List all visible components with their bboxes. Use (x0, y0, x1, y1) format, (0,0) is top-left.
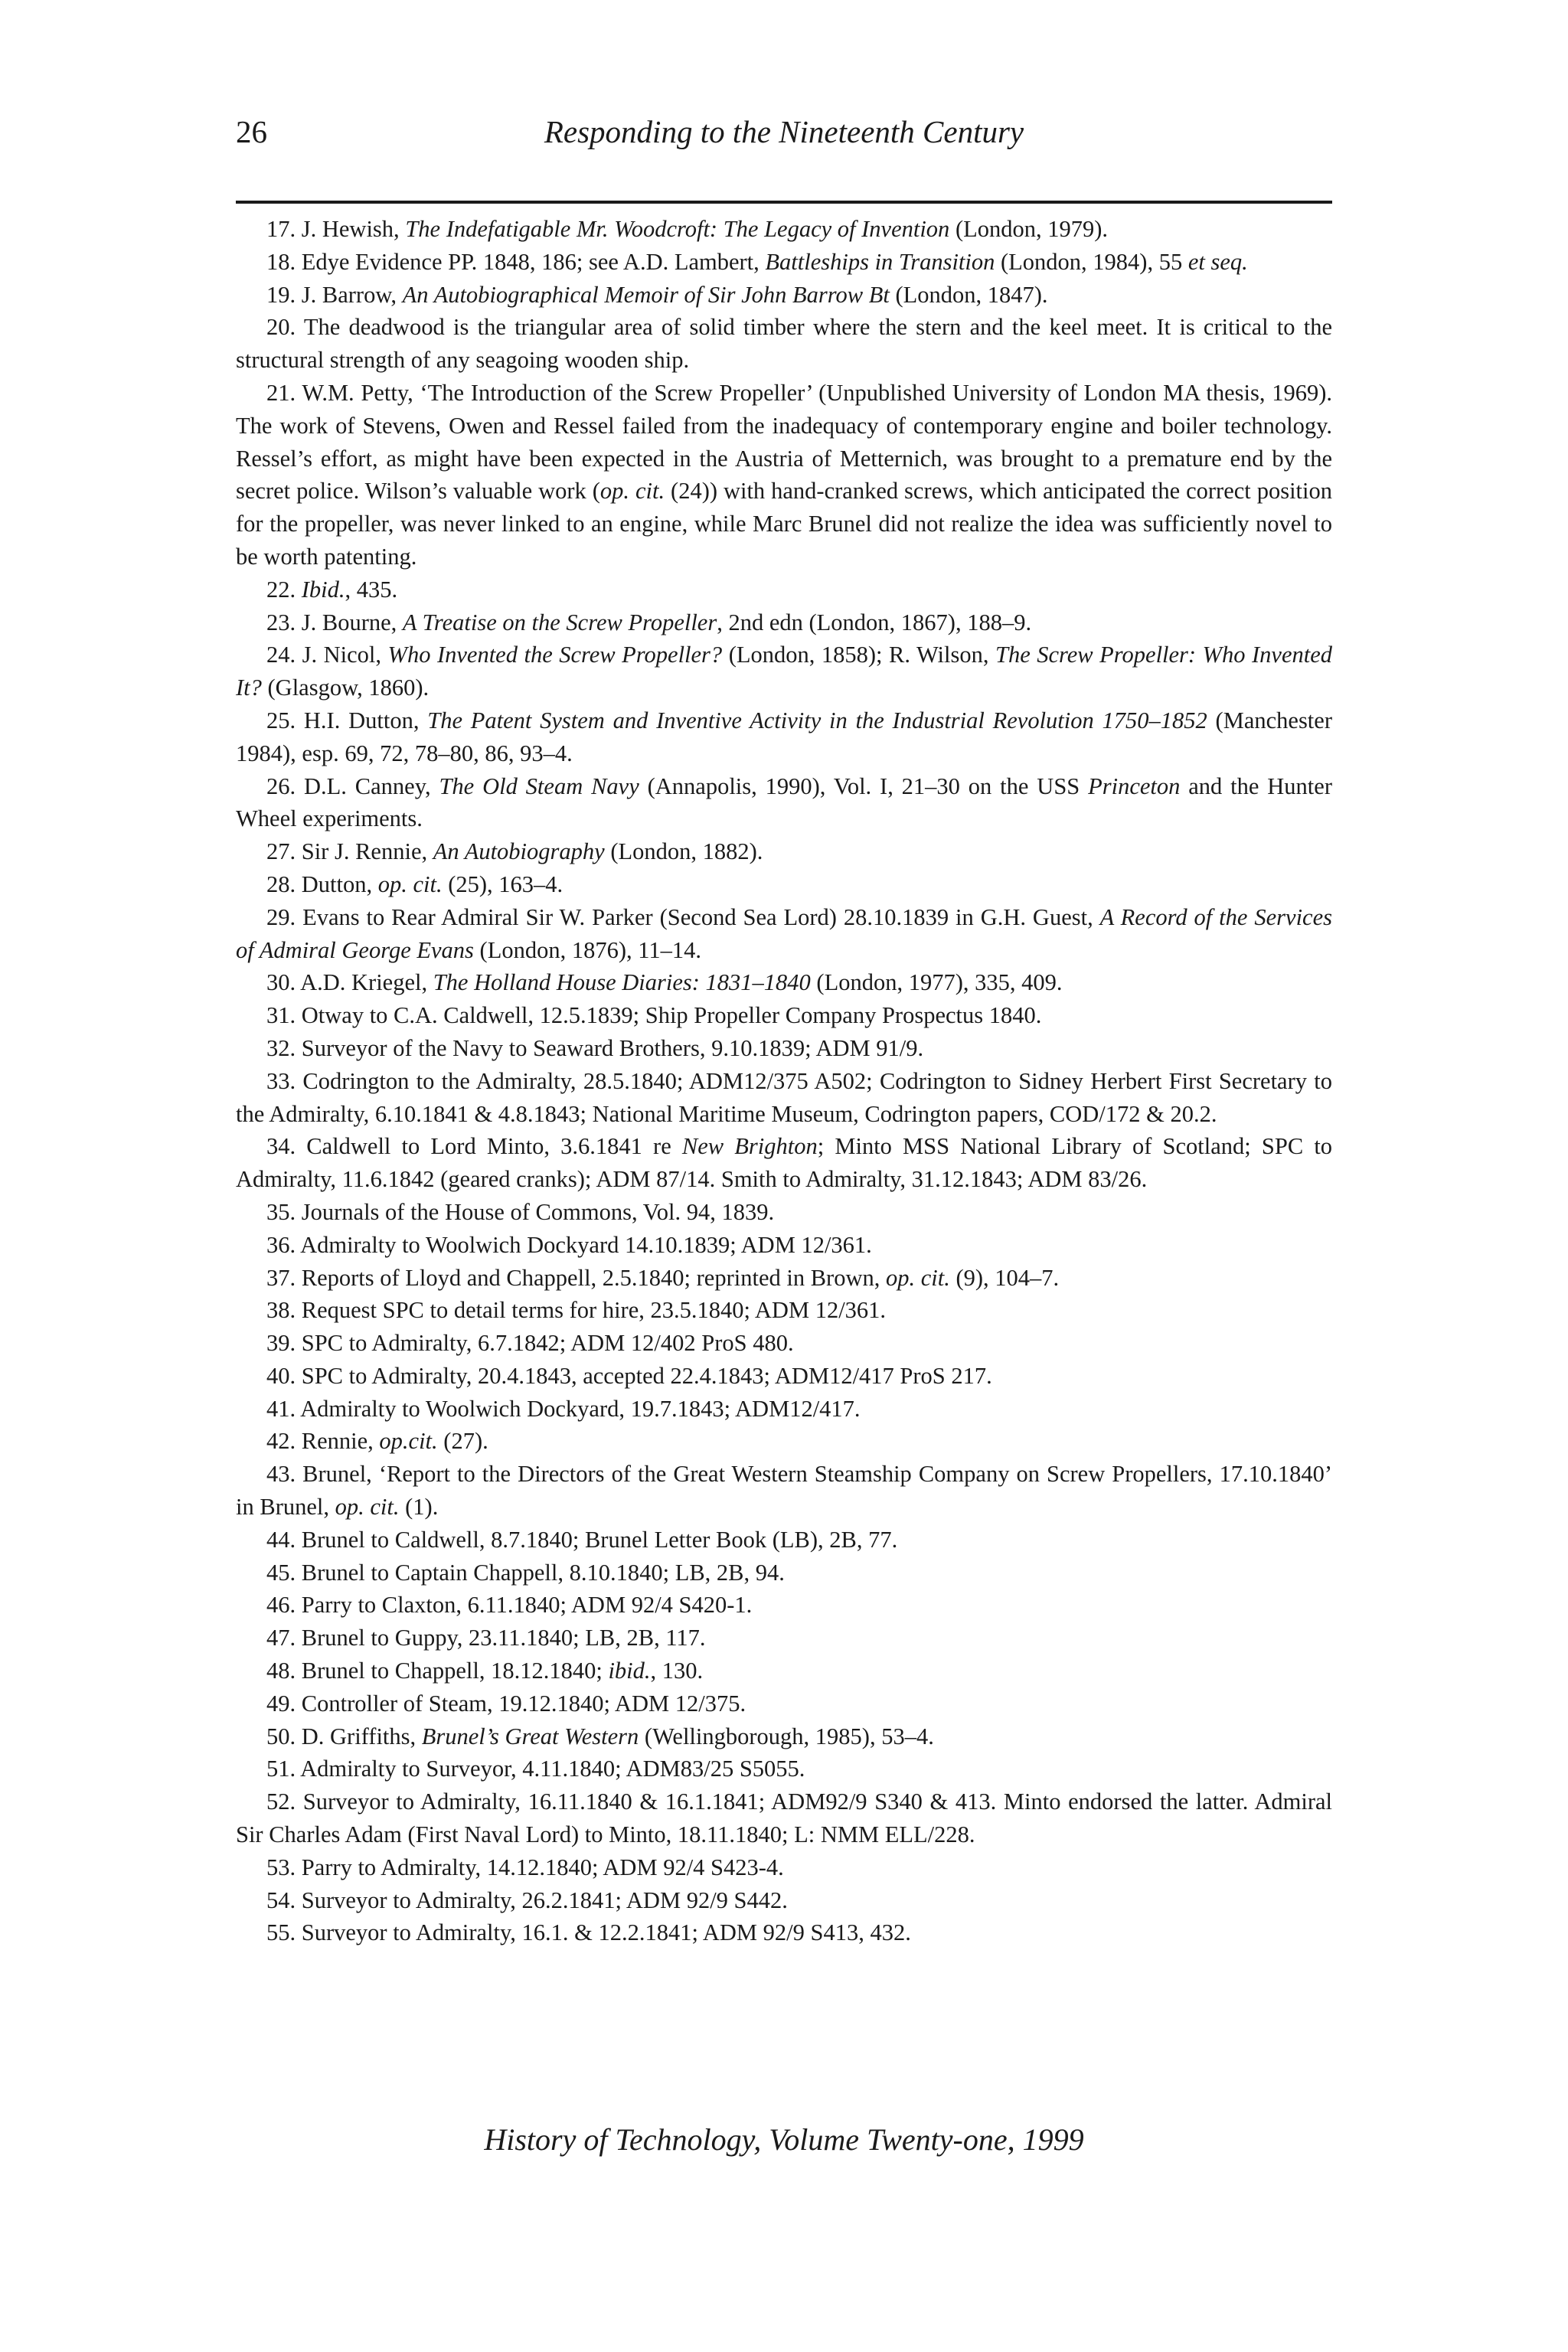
endnote-number: 44. (266, 1526, 296, 1553)
endnote-number: 53. (266, 1854, 296, 1880)
endnote-text: (London, 1876), 11–14. (473, 936, 701, 963)
endnote-number: 46. (266, 1592, 296, 1619)
endnote-italic-text: Who Invented the Screw Propeller? (387, 642, 723, 668)
header-rule (236, 201, 1332, 204)
endnote-text: J. Bourne, (301, 609, 403, 635)
endnote-number: 42. (266, 1428, 296, 1455)
endnote (236, 1229, 1332, 1262)
endnote (236, 1720, 1332, 1753)
endnote-number: 28. (266, 871, 296, 897)
endnote-number: 52. (266, 1788, 296, 1815)
endnote-italic-text: An Autobiography (433, 838, 605, 865)
endnote-italic-text: ibid. (608, 1658, 651, 1684)
endnote (236, 311, 1332, 377)
endnote (236, 1196, 1332, 1229)
endnote-italic-text: Brunel’s Great Western (421, 1723, 639, 1749)
endnote-number: 26. (266, 773, 296, 799)
endnote-italic-text: The Screw Propeller: Who Invented It? (236, 642, 1333, 701)
endnote-text: SPC to Admiralty, 6.7.1842; ADM 12/402 ProS 480. (301, 1330, 794, 1357)
endnote-text: (London, 1858); R. Wilson, (722, 642, 995, 668)
endnote-italic-text: Princeton (1088, 773, 1181, 799)
page-number: 26 (236, 114, 267, 149)
endnote-text: (24)) with hand-cranked screws, which anticipated the correct position for the propeller, was never linked to an engine, while Marc Brunel did not realize the idea was sufficiently novel to be worth patenting. (236, 478, 1332, 570)
endnote-text: (Wellingborough, 1985), 53–4. (639, 1723, 934, 1749)
endnote (236, 1360, 1332, 1393)
endnote (236, 966, 1332, 999)
endnote-number: 25. (266, 707, 296, 733)
endnote-text: Parry to Claxton, 6.11.1840; ADM 92/4 S420-1. (301, 1592, 753, 1619)
endnote-text: (London, 1979). (949, 216, 1109, 242)
endnote (236, 704, 1332, 770)
endnote-text: Parry to Admiralty, 14.12.1840; ADM 92/4 S423-4. (301, 1854, 784, 1880)
endnote-text: Surveyor to Admiralty, 16.11.1840 & 16.1.1841; ADM92/9 S340 & 413. Minto endorsed the latter. Admiral Sir Charles Adam (First Naval Lord) to Minto, 18.11.1840; L: NMM ELL/228. (236, 1788, 1332, 1848)
endnote-number: 20. (266, 314, 296, 341)
endnote-text: Request SPC to detail terms for hire, 23.5.1840; ADM 12/361. (301, 1297, 887, 1324)
endnote-text: SPC to Admiralty, 20.4.1843, accepted 22.4.1843; ADM12/417 ProS 217. (301, 1362, 992, 1389)
endnote-number: 32. (266, 1034, 296, 1061)
endnote-number: 29. (266, 903, 296, 930)
endnote (236, 1785, 1332, 1851)
endnote-number: 30. (266, 969, 296, 996)
endnote (236, 1916, 1332, 1949)
endnote-text: Surveyor to Admiralty, 16.1. & 12.2.1841; ADM 92/9 S413, 432. (301, 1919, 911, 1946)
endnote-number: 35. (266, 1198, 296, 1225)
endnote-text: Brunel to Guppy, 23.11.1840; LB, 2B, 117. (301, 1625, 706, 1651)
endnote (236, 377, 1332, 573)
endnote-number: 51. (266, 1756, 296, 1782)
endnote (236, 1032, 1332, 1065)
endnote (236, 868, 1332, 901)
endnote-number: 48. (266, 1658, 296, 1684)
endnote-italic-text: op. cit. (885, 1264, 950, 1291)
endnote-text: Caldwell to Lord Minto, 3.6.1841 re (306, 1133, 682, 1160)
endnote-text: Admiralty to Surveyor, 4.11.1840; ADM83/25 S5055. (300, 1756, 805, 1782)
endnotes-list (236, 213, 1332, 1949)
endnote-text: (27). (437, 1428, 488, 1455)
endnote-italic-text: An Autobiographical Memoir of Sir John Barrow Bt (402, 281, 890, 308)
endnote-number: 23. (266, 609, 296, 635)
endnote-text: A.D. Kriegel, (300, 969, 433, 996)
endnote-text: Admiralty to Woolwich Dockyard, 19.7.1843; ADM12/417. (300, 1395, 861, 1422)
endnote-text: Rennie, (301, 1428, 380, 1455)
endnote-text: (9), 104–7. (949, 1264, 1060, 1291)
endnote-number: 33. (266, 1067, 296, 1094)
endnote-italic-text: A Record of the Services of Admiral George Evans (236, 903, 1332, 963)
endnote (236, 1655, 1332, 1687)
endnote (236, 573, 1332, 606)
endnote-number: 41. (266, 1395, 296, 1422)
endnote-italic-text: op. cit. (599, 478, 665, 505)
endnote-text: (London, 1977), 335, 409. (810, 969, 1063, 996)
endnote-number: 27. (266, 838, 296, 865)
endnote-number: 34. (266, 1133, 296, 1160)
endnote-number: 22. (266, 576, 296, 603)
endnote (236, 1130, 1332, 1196)
endnote-italic-text: New Brighton (681, 1133, 818, 1160)
endnote-text: Brunel to Captain Chappell, 8.10.1840; LB, 2B, 94. (301, 1559, 785, 1586)
endnote-text: (Manchester 1984), esp. 69, 72, 78–80, 86, 93–4. (236, 707, 1332, 766)
endnote-text: Otway to C.A. Caldwell, 12.5.1839; Ship Propeller Company Prospectus 1840. (301, 1002, 1042, 1029)
endnote-text: Edye Evidence PP. 1848, 186; see A.D. Lambert, (301, 248, 766, 275)
endnote (236, 1589, 1332, 1622)
endnote-text: Sir J. Rennie, (301, 838, 433, 865)
endnote-text: , 130. (650, 1658, 704, 1684)
footer-journal-title: History of Technology, Volume Twenty-one, 1999 (484, 2122, 1084, 2157)
endnote-text: J. Hewish, (301, 216, 406, 242)
endnote-number: 19. (266, 281, 296, 308)
endnote-italic-text: Battleships in Transition (765, 248, 995, 275)
endnote-number: 54. (266, 1886, 296, 1913)
endnote (236, 1393, 1332, 1426)
endnote (236, 770, 1332, 836)
endnote-italic-text: The Old Steam Navy (439, 773, 639, 799)
endnote (236, 1524, 1332, 1557)
endnote (236, 1065, 1332, 1131)
endnote-text: Brunel to Caldwell, 8.7.1840; Brunel Letter Book (LB), 2B, 77. (301, 1526, 898, 1553)
endnote-text: Journals of the House of Commons, Vol. 94, 1839. (301, 1198, 775, 1225)
endnote-text: (London, 1984), 55 (995, 248, 1188, 275)
endnote-text: D. Griffiths, (301, 1723, 422, 1749)
endnote-italic-text: et seq. (1187, 248, 1248, 275)
endnote-italic-text: The Patent System and Inventive Activity in the Industrial Revolution 1750–1852 (427, 707, 1207, 733)
endnote-text: Controller of Steam, 19.12.1840; ADM 12/375. (301, 1690, 746, 1717)
endnote-text: The deadwood is the triangular area of solid timber where the stern and the keel meet. It is critical to the structural strength of any seagoing wooden ship. (236, 314, 1333, 374)
endnote (236, 1458, 1332, 1524)
endnote-number: 49. (266, 1690, 296, 1717)
endnote-text: Surveyor of the Navy to Seaward Brothers, 9.10.1839; ADM 91/9. (301, 1034, 924, 1061)
endnote (236, 606, 1332, 639)
endnote-number: 40. (266, 1362, 296, 1389)
endnote-italic-text: op.cit. (379, 1428, 438, 1455)
endnote-number: 38. (266, 1297, 296, 1324)
endnote (236, 1262, 1332, 1295)
endnote (236, 279, 1332, 312)
endnote-text: , 2nd edn (London, 1867), 188–9. (717, 609, 1032, 635)
endnote-text: Evans to Rear Admiral Sir W. Parker (Second Sea Lord) 28.10.1839 in G.H. Guest, (302, 903, 1100, 930)
endnote (236, 901, 1332, 967)
endnote (236, 1622, 1332, 1655)
endnote-number: 36. (266, 1231, 296, 1258)
endnote-number: 24. (266, 642, 296, 668)
running-head-title: Responding to the Nineteenth Century (544, 114, 1024, 149)
endnote-text: Codrington to the Admiralty, 28.5.1840; ADM12/375 A502; Codrington to Sidney Herbert First Secretary to the Admiralty, 6.10.1841 & 4.8.1843; National Maritime Museum, Codrington papers, COD/172 & 20.2. (236, 1067, 1333, 1127)
endnote-italic-text: The Indefatigable Mr. Woodcroft: The Legacy of Invention (405, 216, 950, 242)
endnote (236, 999, 1332, 1032)
endnote-italic-text: The Holland House Diaries: 1831–1840 (433, 969, 811, 996)
endnote-text: ; Minto MSS National Library of Scotland; SPC to Admiralty, 11.6.1842 (geared cranks); ADM 87/14. Smith to Admiralty, 31.12.1843; ADM 83/26. (236, 1133, 1333, 1193)
endnote (236, 1294, 1332, 1327)
endnote-text: and the Hunter Wheel experiments. (236, 773, 1332, 832)
endnote-text: (Annapolis, 1990), Vol. I, 21–30 on the USS (639, 773, 1089, 799)
endnote-text: W.M. Petty, ‘The Introduction of the Screw Propeller’ (Unpublished University of London MA thesis, 1969). The work of Stevens, Owen and Ressel failed from the inadequacy of contemporary engine and boiler technology. Ressel’s effort, as might have been expected in the Austria of Metternich, was brought to a premature end by the secret police. Wilson’s valuable work ( (236, 379, 1333, 505)
endnote-number: 45. (266, 1559, 296, 1586)
endnote-number: 21. (266, 379, 296, 406)
endnote-text: (London, 1847). (889, 281, 1048, 308)
endnote-text: Reports of Lloyd and Chappell, 2.5.1840; reprinted in Brown, (301, 1264, 886, 1291)
endnote (236, 639, 1332, 704)
endnote (236, 1851, 1332, 1884)
endnote-italic-text: op. cit. (335, 1494, 400, 1521)
endnote (236, 1557, 1332, 1589)
endnote-text: Surveyor to Admiralty, 26.2.1841; ADM 92/9 S442. (301, 1886, 788, 1913)
endnote-italic-text: Ibid. (301, 576, 345, 603)
endnote-number: 18. (266, 248, 296, 275)
endnote-text: J. Nicol, (302, 642, 388, 668)
endnote-number: 55. (266, 1919, 296, 1946)
endnote-text: (Glasgow, 1860). (261, 675, 430, 701)
endnote (236, 1753, 1332, 1785)
endnote (236, 246, 1332, 279)
endnote-number: 31. (266, 1002, 296, 1029)
endnote-text: (25), 163–4. (442, 871, 564, 897)
endnote-number: 43. (266, 1461, 296, 1488)
endnote-text: Brunel, ‘Report to the Directors of the Great Western Steamship Company on Screw Propellers, 17.10.1840’ in Brunel, (236, 1461, 1332, 1521)
endnote-number: 50. (266, 1723, 296, 1749)
endnote-number: 17. (266, 216, 296, 242)
endnote-number: 47. (266, 1625, 296, 1651)
endnote-text: D.L. Canney, (304, 773, 439, 799)
endnote-italic-text: op. cit. (377, 871, 443, 897)
endnote (236, 1327, 1332, 1360)
endnote (236, 1687, 1332, 1720)
endnote-text: J. Barrow, (301, 281, 403, 308)
endnote-number: 39. (266, 1330, 296, 1357)
endnote-text: H.I. Dutton, (303, 707, 428, 733)
endnote (236, 835, 1332, 868)
endnote-text: Dutton, (301, 871, 378, 897)
endnote-text: Brunel to Chappell, 18.12.1840; (301, 1658, 609, 1684)
endnote-italic-text: A Treatise on the Screw Propeller (402, 609, 717, 635)
endnote-text: , 435. (345, 576, 398, 603)
endnote-text: (London, 1882). (604, 838, 763, 865)
endnote (236, 1884, 1332, 1917)
endnote-number: 37. (266, 1264, 296, 1291)
endnote-text: (1). (399, 1494, 439, 1521)
endnote (236, 1425, 1332, 1458)
endnote-text: Admiralty to Woolwich Dockyard 14.10.1839; ADM 12/361. (300, 1231, 872, 1258)
endnote (236, 213, 1332, 246)
